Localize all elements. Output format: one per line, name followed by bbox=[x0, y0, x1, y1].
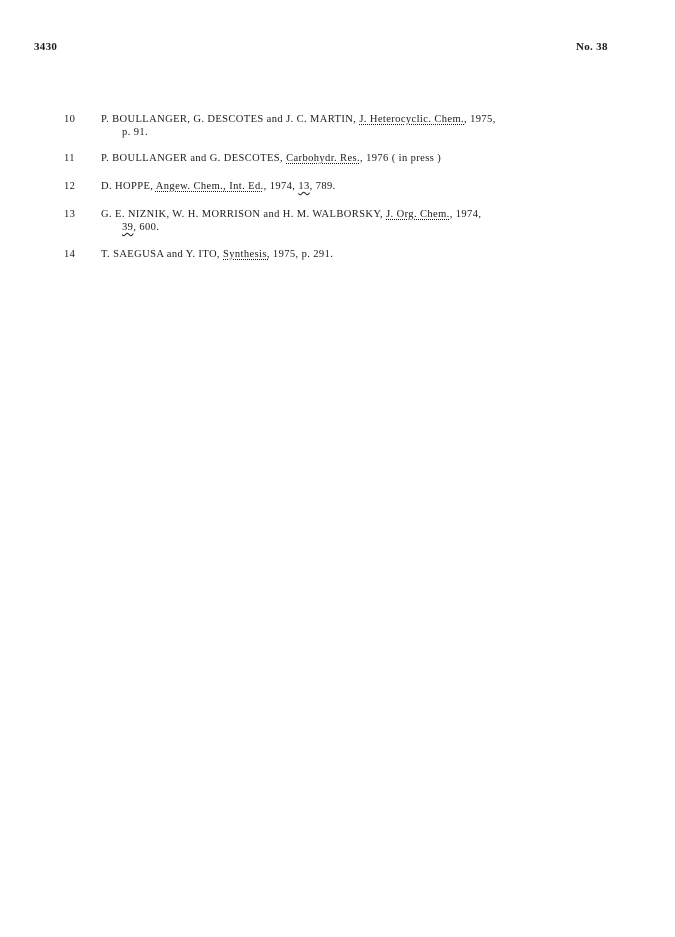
reference-text bbox=[101, 249, 333, 260]
journal-name: Synthesis, bbox=[223, 249, 270, 260]
reference-authors: D. HOPPE, bbox=[101, 181, 154, 192]
journal-name: J. Heterocyclic. Chem. bbox=[359, 114, 465, 125]
reference-text bbox=[101, 153, 441, 164]
reference-details: , 1976 ( in press ) bbox=[360, 153, 442, 164]
reference-number: 13 bbox=[64, 209, 76, 220]
reference-authors: G. E. NIZNIK, W. H. MORRISON and H. M. WALBORSKY, bbox=[101, 209, 384, 220]
reference-authors: P. BOULLANGER and G. DESCOTES, bbox=[101, 153, 284, 164]
reference-year: , 1974, bbox=[263, 181, 296, 192]
reference-continuation bbox=[122, 222, 159, 233]
page-number: 3430 bbox=[34, 41, 58, 53]
reference-number: 11 bbox=[64, 153, 75, 164]
volume-number: 13 bbox=[298, 181, 310, 192]
journal-name: Carbohydr. Res. bbox=[286, 153, 361, 164]
journal-name: J. Org. Chem. bbox=[386, 209, 450, 220]
issue-number: No. 38 bbox=[576, 41, 608, 53]
reference-text bbox=[101, 181, 336, 192]
reference-continuation: p. 91. bbox=[122, 127, 149, 138]
reference-pages: , 789. bbox=[309, 181, 336, 192]
reference-text bbox=[101, 114, 496, 125]
reference-number: 12 bbox=[64, 181, 76, 192]
reference-details: 1975, p. 291. bbox=[272, 249, 334, 260]
reference-authors: P. BOULLANGER, G. DESCOTES and J. C. MARTIN, bbox=[101, 114, 357, 125]
journal-name: Angew. Chem., Int. Ed. bbox=[155, 181, 264, 192]
reference-number: 10 bbox=[64, 114, 76, 125]
reference-details: , 1974, bbox=[449, 209, 482, 220]
reference-text bbox=[101, 209, 481, 220]
reference-pages: , 600. bbox=[133, 222, 160, 233]
reference-number: 14 bbox=[64, 249, 76, 260]
reference-details: , 1975, bbox=[464, 114, 496, 125]
volume-number: 39 bbox=[122, 222, 134, 233]
reference-authors: T. SAEGUSA and Y. ITO, bbox=[101, 249, 220, 260]
